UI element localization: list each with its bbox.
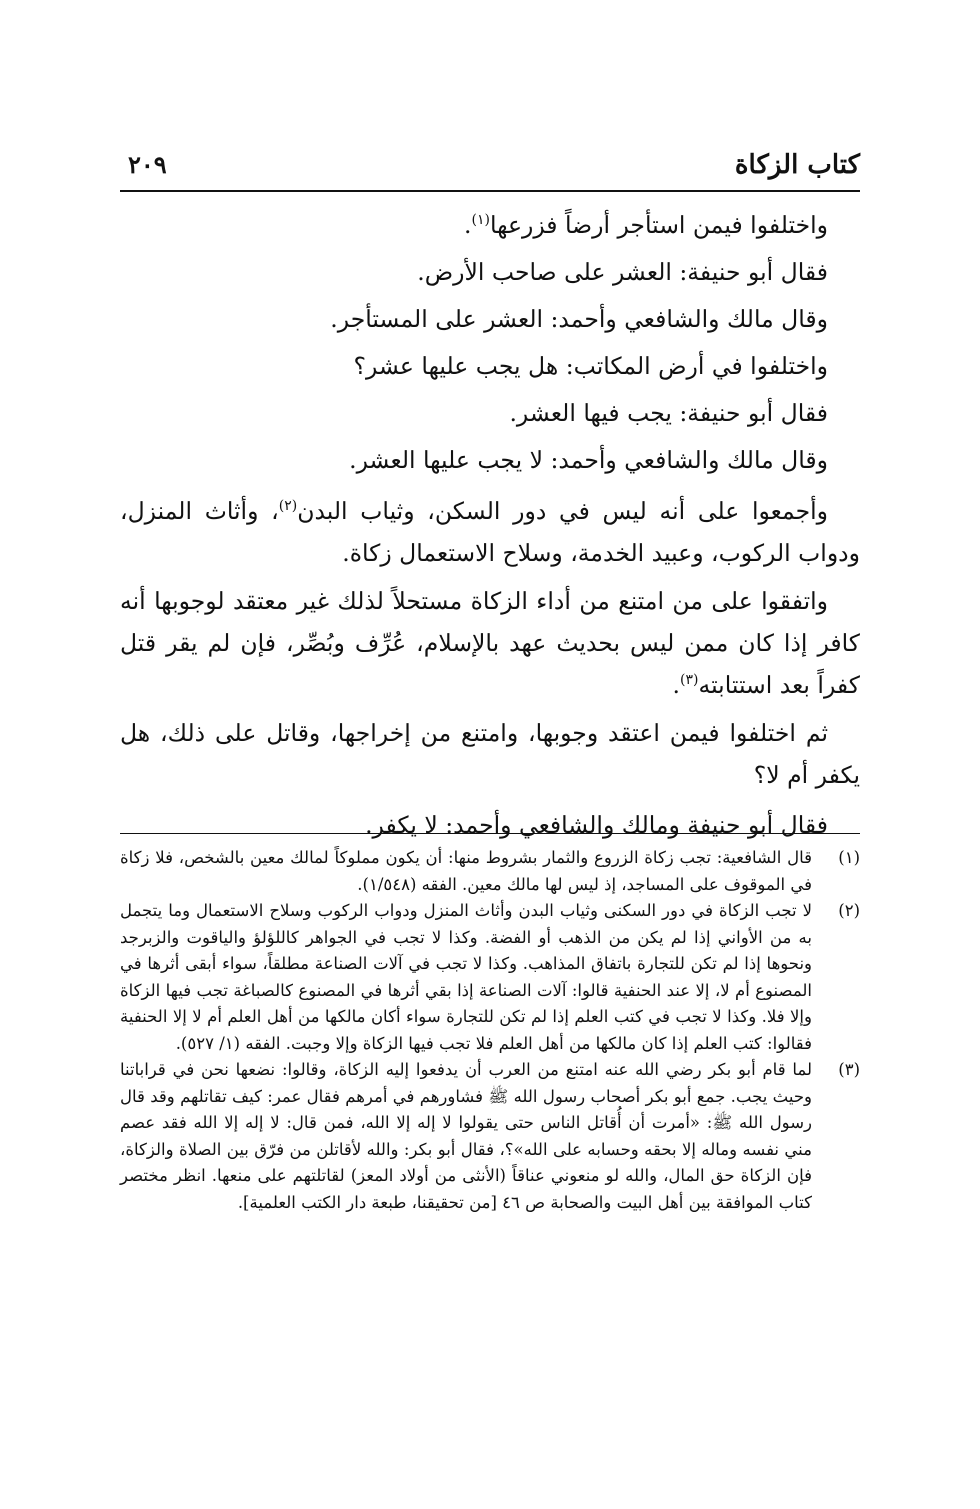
running-header — [120, 150, 860, 192]
footnote-number: (٢) — [838, 901, 860, 920]
page-number: ٢٠٩ — [128, 150, 167, 179]
paragraph — [120, 802, 860, 849]
footnote-number: (٣) — [838, 1060, 860, 1079]
paragraph-text: وأجمعوا على أنه ليس في دور السكن، وثياب البدن — [297, 497, 829, 525]
page — [120, 150, 860, 849]
paragraph-text: وقال مالك والشافعي وأحمد: العشر على المستأجر. — [330, 305, 828, 333]
footnote — [120, 1057, 860, 1216]
footnote-number: (١) — [838, 848, 860, 867]
paragraph-tail: . — [672, 671, 680, 699]
paragraph — [120, 437, 860, 484]
paragraph-tail: . — [464, 211, 472, 239]
paragraph-text: فقال أبو حنيفة: يجب فيها العشر. — [509, 399, 828, 427]
paragraph-tail: ، وأثاث المنزل، ودواب الركوب، وعبيد الخدمة، وسلاح الاستعمال زكاة. — [120, 497, 860, 567]
paragraph — [120, 343, 860, 390]
footnote-text: لا تجب الزكاة في دور السكنى وثياب البدن وأثاث المنزل ودواب الركوب وسلاح الاستعمال وما يتجمل به من الأواني إذا لم يكن من الذهب أو الفضة. وكذا لا تجب في الجواهر كاللؤلؤ والياقوت والزبرجد ونحوها إذا لم تكن للتجارة باتفاق المذاهب. وكذا لا تجب في آلات الصناعة مطلقاً، سواء أبقى أثرها في المصنوع أم لا، إلا عند الحنفية قالوا: آلات الصناعة إذا بقي أثرها في المصنوع كالصباغة تجب فيها الزكاة وإلا فلا. وكذا لا تجب في كتب العلم إذا لم تكن للتجارة سواء أكان مالكها من أهل العلم أم لا إلا الحنفية فقالوا: كتب العلم إذا كان مالكها من أهل العلم فلا تجب فيها الزكاة وإلا وجبت. الفقه (١/ ٥٢٧). — [120, 901, 812, 1053]
footnote-text: قال الشافعية: تجب زكاة الزروع والثمار بشروط منها: أن يكون مملوكاً لمالك معين بالشخص، فلا زكاة في الموقوف على المساجد، إذ ليس لها مالك معين. الفقه (١/٥٤٨). — [120, 848, 812, 894]
footnote-ref[interactable]: (٣) — [680, 672, 699, 689]
footnotes — [120, 845, 860, 1216]
footnote-text: لما قام أبو بكر رضي الله عنه امتنع من العرب أن يدفعوا إليه الزكاة، وقالوا: نضعها نحن في قراباتنا وحيث يجب. جمع أبو بكر أصحاب رسول الله ﷺ فشاورهم في أمرهم فقال عمر: كيف تقاتلهم وقد قال رسول الله ﷺ: «أمرت أن أُقاتل الناس حتى يقولوا لا إله إلا الله، فمن قال: لا إله إلا الله فقد عصم مني نفسه وماله إلا بحقه وحسابه على الله»؟، فقال أبو بكر: والله لأقاتلن من فرّق بين الصلاة والزكاة، فإن الزكاة حق المال، والله لو منعوني عناقاً (الأنثى من أولاد المعز) لقاتلتهم على منعها. انظر مختصر كتاب الموافقة بين أهل البيت والصحابة ص ٤٦ [من تحقيقنا، طبعة دار الكتب العلمية]. — [120, 1060, 812, 1212]
paragraph — [120, 580, 860, 706]
paragraph-text: واختلفوا في أرض المكاتب: هل يجب عليها عشر؟ — [353, 352, 828, 380]
paragraph-text: ثم اختلفوا فيمن اعتقد وجوبها، وامتنع من إخراجها، وقاتل على ذلك، هل يكفر أم لا؟ — [120, 719, 860, 789]
paragraph-text: فقال أبو حنيفة ومالك والشافعي وأحمد: لا يكفر. — [365, 811, 828, 839]
paragraph — [120, 390, 860, 437]
footnote — [120, 845, 860, 898]
paragraph-text: فقال أبو حنيفة: العشر على صاحب الأرض. — [417, 258, 828, 286]
paragraph — [120, 202, 860, 249]
footnote-ref[interactable]: (٢) — [278, 498, 298, 515]
paragraph — [120, 296, 860, 343]
paragraph-text: واختلفوا فيمن استأجر أرضاً فزرعها — [489, 211, 828, 239]
paragraph — [120, 249, 860, 296]
main-text — [120, 202, 860, 849]
footnote-ref[interactable]: (١) — [471, 212, 490, 229]
paragraph — [120, 490, 860, 574]
footnote — [120, 898, 860, 1057]
book-title: كتاب الزكاة — [734, 150, 860, 180]
paragraph-text: واتفقوا على من امتنع من أداء الزكاة مستحلاً لذلك غير معتقد لوجوبها أنه كافر إذا كان ممن ليس بحديث عهد بالإسلام، عُرِّف وبُصِّر، فإن لم يقر قتل كفراً بعد استتابته — [120, 587, 860, 699]
paragraph-text: وقال مالك والشافعي وأحمد: لا يجب عليها العشر. — [349, 446, 828, 474]
paragraph — [120, 712, 860, 796]
footnote-divider — [120, 833, 860, 834]
